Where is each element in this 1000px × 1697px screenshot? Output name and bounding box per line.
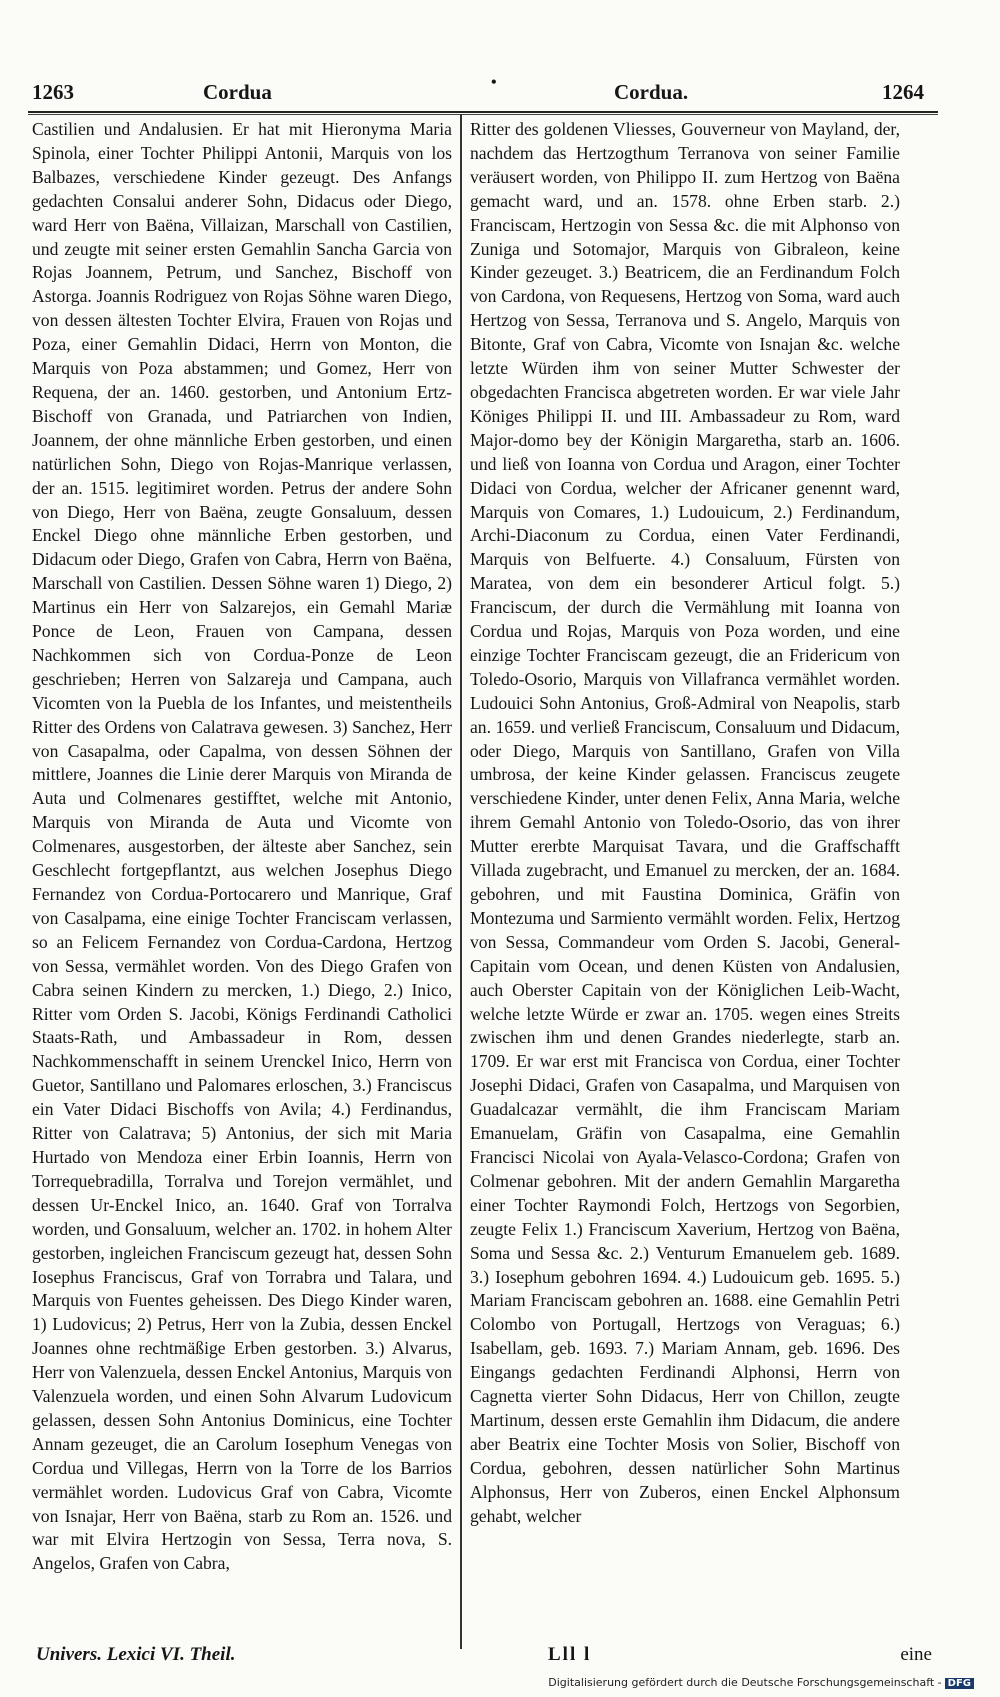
left-headword: Cordua [203, 80, 272, 104]
running-header [28, 76, 930, 110]
left-column-number: 1263 [32, 80, 74, 104]
right-headword: Cordua. [614, 80, 689, 104]
digitization-credit [548, 1676, 974, 1689]
sheet-mark: Lll l [548, 1644, 592, 1665]
page-footer [28, 1644, 938, 1670]
left-column-text: Castilien und Andalusien. Er hat mit Hieronyma Maria Spinola, einer Tochter Philippi Antonii, Marquis von los Balbazes, verschiedene Kinder gezeugt. Des Anfangs gedachten Consalui anderer Sohn, Didacus oder Diego, ward Herr von Baëna, Villaizan, Marschall von Castilien, und zeugte mit seiner ersten Gemahlin Sancha Garcia von Rojas Joannem, Petrum, und Sanchez, Bischoff von Astorga. Joannis Rodriguez von Rojas Söhne waren Diego, von dessen ältesten Tochter Elvira, Frauen von Rojas und Poza, einer Gemahlin Didaci, Herrn von Monton, die Marquis von Poza abstammen; und Gomez, Herr von Requena, der an. 1460. gestorben, und Antonium Ertz-Bischoff von Granada, und Patriarchen von Indien, Joannem, der ohne männliche Erben gestorben, und einen natürlichen Sohn, Diego von Rojas-Manrique verlassen, der an. 1515. legitimiret worden. Petrus der andere Sohn von Diego, Herr von Baëna, zeugte Gonsaluum, dessen Enckel Diego ohne männliche Erben gestorben, und Didacum oder Diego, Grafen von Cabra, Herrn von Baëna, Marschall von Castilien. Dessen Söhne waren 1) Diego, 2) Martinus ein Herr von Salzarejos, ein Gemahl Mariæ Ponce de Leon, Frauen von Campana, dessen Nachkommen sich von Cordua-Ponze de Leon geschrieben; Herren von Salzareja und Campana, auch Vicomten von la Puebla de los Infantes, und meistentheils Ritter des Ordens von Calatrava gewesen. 3) Sanchez, Herr von Casapalma, oder Capalma, von dessen Söhnen der mittlere, Joannes die Linie derer Marquis von Miranda de Auta und Colmenares gestifftet, welche mit Antonio, Marquis von Miranda de Auta und Vicomte von Colmenares, ausgestorben, der älteste aber Sanchez, sein Geschlecht fortgepflantzt, aus welchen Josephus Diego Fernandez von Cordua-Portocarero und Manrique, Graf von Casalpama, eine einige Tochter Franciscam verlassen, so an Felicem Fernandez von Cordua-Cardona, Hertzog von Sessa, vermählet worden. Von des Diego Grafen von Cabra seinen Kindern zu mercken, 1.) Diego, 2.) Inico, Ritter vom Orden S. Jacobi, Königs Ferdinandi Catholici Staats-Rath, und Ambassadeur in Rom, dessen Nachkommenschafft in seinem Urenckel Inico, Herrn von Guetor, Santillano und Palomares erloschen, 3.) Franciscus ein Vater Didaci Bischoffs von Avila; 4.) Ferdinandus, Ritter von Calatrava; 5) Antonius, der sich mit Maria Hurtado von Mendoza einer Erbin Ioannis, Herrn von Torrequebradilla, Torralva und Torejon vermählet, und dessen Ur-Enckel Inico, an. 1640. Graf von Torralva worden, und Gonsaluum, welcher an. 1702. in hohem Alter gestorben, ingleichen Franciscum gezeugt hat, dessen Sohn Iosephus Franciscus, Graf von Torrabra und Talara, und Marquis von Fuentes geheissen. Des Diego Kinder waren, 1) Ludovicus; 2) Petrus, Herr von la Zubia, dessen Enckel Joannes ohne rechtmäßige Erben gestorben. 3.) Alvarus, Herr von Valenzuela, dessen Enckel Antonius, Marquis von Valenzuela worden, und einen Sohn Alvarum Ludovicum gelassen, dessen Sohn Antonius Dominicus, eine Tochter Annam gezeuget, die an Carolum Iosephum Venegas von Cordua und Villegas, Herrn von la Torre de los Barrios vermählet worden. Ludovicus Graf von Cabra, Vicomte von Isnajar, Herr von Baëna, starb zu Rom an. 1526. und war mit Elvira Hertzogin von Sessa, Terra nova, S. Angelos, Grafen von Cabra, [32, 119, 452, 1574]
right-column-number: 1264 [882, 80, 924, 104]
catchword: eine [900, 1644, 932, 1665]
header-ornament-dot: • [491, 74, 497, 91]
credit-text: Digitalisierung gefördert durch die Deutsche Forschungsgemeinschaft - [548, 1676, 942, 1689]
header-rule-thin [28, 114, 938, 115]
header-rule [28, 111, 938, 113]
signature-line: Univers. Lexici VI. Theil. [36, 1644, 236, 1665]
right-column-text: Ritter des goldenen Vliesses, Gouverneur von Mayland, der, nachdem das Hertzogthum Terranova von seiner Familie veräusert worden, von Philippo II. zum Hertzog von Baëna gemacht ward, und an. 1578. ohne Erben starb. 2.) Franciscam, Hertzogin von Sessa &c. die mit Alphonso von Zuniga und Sotomajor, Marquis von Gibraleon, keine Kinder gezeuget. 3.) Beatricem, die an Ferdinandum Folch von Cardona, von Requesens, Hertzog von Soma, ward auch Hertzog von Sessa, Terranova und S. Angelo, Marquis von Bitonte, Graf von Cabra, Vicomte von Isnajan &c. welche letzte Würden ihm von seiner Mutter Schwester der obgedachten Francisca abgetreten worden. Er war viele Jahr Königes Philippi II. und III. Ambassadeur zu Rom, ward Major-domo bey der Königin Margaretha, starb an. 1606. und ließ von Ioanna von Cordua und Aragon, einer Tochter Didaci von Cordua, welcher der Africaner genennt ward, Marquis von Comares, 1.) Ludouicum, 2.) Ferdinandum, Archi-Diaconum zu Cordua, einen Vater Ferdinandi, Marquis von Belfuerte. 4.) Consaluum, Fürsten von Maratea, von dem ein besonderer Articul folgt. 5.) Franciscum, der durch die Vermählung mit Ioanna von Cordua und Rojas, Marquis von Poza worden, und eine einzige Tochter Franciscam gezeugt, die an Fridericum von Toledo-Osorio, Marquis von Villafranca vermählet worden. Ludouici Sohn Antonius, Groß-Admiral von Neapolis, starb an. 1659. und verließ Franciscum, Consaluum und Didacum, oder Diego, Marquis von Santillano, Grafen von Villa umbrosa, der keine Kinder gelassen. Franciscus zeugete verschiedene Kinder, unter denen Felix, Anna Maria, welche ihrem Gemahl Antonio von Toledo-Osorio, das von ihrer Mutter ererbte Marquisat Tavara, und die Graffschafft Villada zugebracht, und Emanuel zu mercken, der an. 1684. gebohren, und mit Faustina Dominica, Gräfin von Montezuma und Sarmiento vermählt worden. Felix, Hertzog von Sessa, Commandeur vom Orden S. Jacobi, General-Capitain vom Ocean, und denen Küsten von Andalusien, auch Oberster Capitain von der Königlichen Leib-Wacht, welche letzte Würde er zwar an. 1705. wegen eines Streits zwischen ihm und denen Grandes niederlegte, starb an. 1709. Er war erst mit Francisca von Cordua, einer Tochter Josephi Didaci, Grafen von Casapalma, und Marquisen von Guadalcazar vermählt, die ihm Franciscam Mariam Emanuelam, Gräfin von Casapalma, eine Gemahlin Francisci Nicolai von Ayala-Velasco-Cordona; Grafen von Colmenar gebohren. Mit der andern Gemahlin Margaretha einer Tochter Raymondi Folch, Hertzogs von Segorbien, zeugte Felix 1.) Franciscum Xaverium, Hertzog von Baëna, Soma und Sessa &c. 2.) Venturum Emanuelem geb. 1689. 3.) Iosephum gebohren 1694. 4.) Ludouicum geb. 1695. 5.) Mariam Franciscam gebohren an. 1688. eine Gemahlin Petri Colombo von Portugall, Hertzogs von Veraguas; 6.) Isabellam, geb. 1693. 7.) Mariam Annam, geb. 1696. Des Eingangs gedachten Ferdinandi Alphonsi, Herrn von Cagnetta vierter Sohn Didacus, Herr von Chillon, zeugte Martinum, dessen erste Gemahlin ihm Didacum, die andere aber Beatrix eine Tochter Mosis von Solier, Bischoff von Cordua, gebohren, dessen natürlicher Sohn Martinus Alphonsus, Herr von Zuberos, einen Enckel Alphonsum gehabt, welcher [470, 119, 900, 1526]
dfg-logo: DFG [945, 1678, 974, 1689]
right-text-column [470, 118, 900, 1638]
column-divider [460, 114, 462, 1649]
left-text-column [32, 118, 452, 1638]
